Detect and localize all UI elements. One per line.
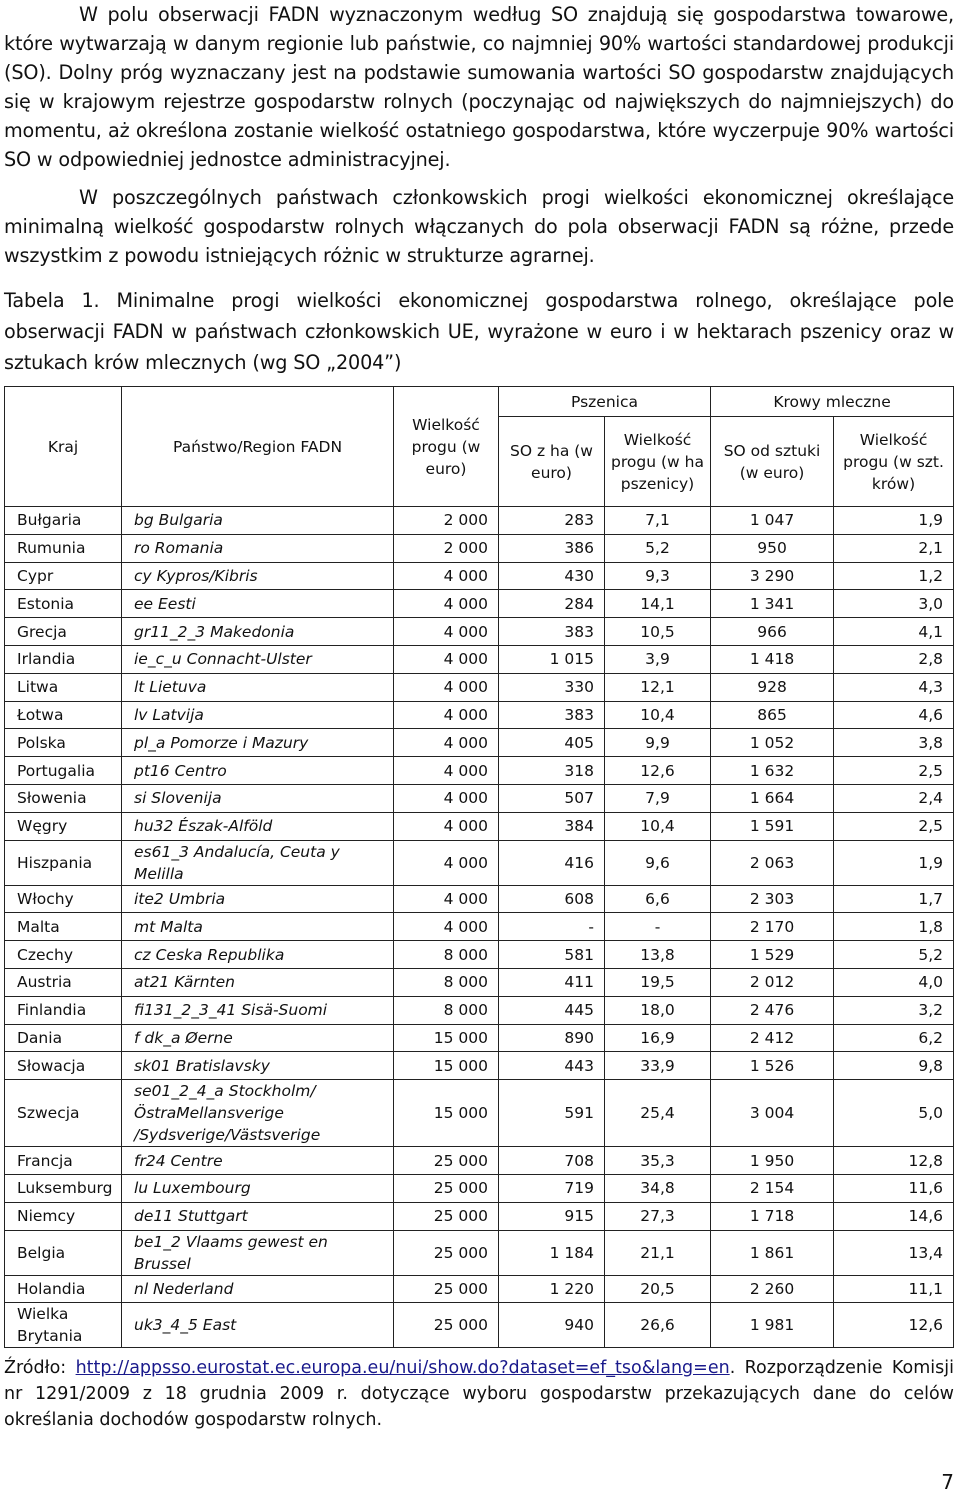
region-cell: pl_a Pomorze i Mazury <box>122 729 394 757</box>
region-cell: sk01 Bratislavsky <box>122 1052 394 1080</box>
wheat-threshold-cell: 10,4 <box>605 701 711 729</box>
cow-threshold-cell: 3,2 <box>834 996 954 1024</box>
wheat-so-cell: 318 <box>499 757 605 785</box>
region-cell: hu32 Észak-Alföld <box>122 812 394 840</box>
table-row <box>5 618 954 646</box>
region-cell: ee Eesti <box>122 590 394 618</box>
threshold-euro-cell: 25 000 <box>394 1230 499 1275</box>
cow-so-cell: 1 529 <box>711 941 834 969</box>
table-row <box>5 562 954 590</box>
threshold-euro-cell: 25 000 <box>394 1147 499 1175</box>
region-cell: se01_2_4_a Stockholm/ ÖstraMellansverige /Sydsverige/Västsverige <box>122 1080 394 1147</box>
country-cell: Litwa <box>5 673 122 701</box>
table-row <box>5 1275 954 1303</box>
wheat-so-cell: 411 <box>499 968 605 996</box>
table-row <box>5 701 954 729</box>
cow-so-cell: 1 950 <box>711 1147 834 1175</box>
country-cell: Luksemburg <box>5 1174 122 1202</box>
table-row <box>5 913 954 941</box>
cow-so-cell: 2 012 <box>711 968 834 996</box>
region-cell: ie_c_u Connacht-Ulster <box>122 645 394 673</box>
region-cell: de11 Stuttgart <box>122 1202 394 1230</box>
country-cell: Szwecja <box>5 1080 122 1147</box>
region-cell: ite2 Umbria <box>122 885 394 913</box>
cow-threshold-cell: 6,2 <box>834 1024 954 1052</box>
threshold-euro-cell: 4 000 <box>394 590 499 618</box>
wheat-so-cell: 581 <box>499 941 605 969</box>
table-body <box>5 507 954 1348</box>
country-cell: Belgia <box>5 1230 122 1275</box>
wheat-threshold-cell: 9,9 <box>605 729 711 757</box>
country-cell: Cypr <box>5 562 122 590</box>
threshold-euro-cell: 2 000 <box>394 534 499 562</box>
cow-so-cell: 2 154 <box>711 1174 834 1202</box>
country-cell: Polska <box>5 729 122 757</box>
source-text: . Rozporządzenie Komisji nr 1291/2009 z 18 grudnia 2009 r. dotyczące wyboru gospodarstw przekazujących dane do celów określania dochodów gospodarstw rolnych. <box>4 1358 954 1430</box>
country-cell: Niemcy <box>5 1202 122 1230</box>
wheat-threshold-cell: 5,2 <box>605 534 711 562</box>
cow-so-cell: 865 <box>711 701 834 729</box>
cow-threshold-cell: 9,8 <box>834 1052 954 1080</box>
table-row <box>5 1202 954 1230</box>
wheat-threshold-cell: 33,9 <box>605 1052 711 1080</box>
country-cell: Estonia <box>5 590 122 618</box>
wheat-so-cell: 1 220 <box>499 1275 605 1303</box>
country-cell: Węgry <box>5 812 122 840</box>
table-row <box>5 1303 954 1348</box>
wheat-threshold-cell: 10,5 <box>605 618 711 646</box>
table-row <box>5 996 954 1024</box>
country-cell: Słowacja <box>5 1052 122 1080</box>
wheat-so-cell: 591 <box>499 1080 605 1147</box>
wheat-threshold-cell: 12,1 <box>605 673 711 701</box>
cow-threshold-cell: 2,4 <box>834 784 954 812</box>
source-label: Źródło: <box>4 1358 67 1378</box>
cow-threshold-cell: 3,8 <box>834 729 954 757</box>
table-row <box>5 507 954 535</box>
country-cell: Hiszpania <box>5 840 122 885</box>
wheat-so-cell: 507 <box>499 784 605 812</box>
cow-so-cell: 1 526 <box>711 1052 834 1080</box>
region-cell: lu Luxembourg <box>122 1174 394 1202</box>
table-row <box>5 968 954 996</box>
region-cell: ro Romania <box>122 534 394 562</box>
cow-so-cell: 3 004 <box>711 1080 834 1147</box>
wheat-so-cell: 386 <box>499 534 605 562</box>
header-pszenica-so: SO z ha (w euro) <box>499 417 605 507</box>
cow-threshold-cell: 1,9 <box>834 507 954 535</box>
cow-so-cell: 2 476 <box>711 996 834 1024</box>
country-cell: Wielka Brytania <box>5 1303 122 1348</box>
region-cell: uk3_4_5 East <box>122 1303 394 1348</box>
intro-paragraph: W polu obserwacji FADN wyznaczonym według SO znajdują się gospodarstwa towarowe, które wytwarzają w danym regionie lub państwie, co najmniej 90% wartości standardowej produkcji (SO). Dolny próg wyznaczany jest na podstawie sumowania wartości SO gospodarstw znajdujących się w krajowym rejestrze gospodarstw rolnych (poczynając od największych do najmniejszych) do momentu, aż określona zostanie wielkość ostatniego gospodarstwa, które wyczerpuje 90% wartości SO w odpowiedniej jednostce administracyjnej. <box>4 3 954 171</box>
table-caption: Tabela 1. Minimalne progi wielkości ekonomicznej gospodarstwa rolnego, określające pole obserwacji FADN w państwach członkowskich UE, wyrażone w euro i w hektarach pszenicy oraz w sztukach krów mlecznych (wg SO „2004”) <box>4 289 954 374</box>
cow-threshold-cell: 5,0 <box>834 1080 954 1147</box>
wheat-so-cell: 416 <box>499 840 605 885</box>
wheat-so-cell: 445 <box>499 996 605 1024</box>
threshold-euro-cell: 4 000 <box>394 757 499 785</box>
wheat-threshold-cell: - <box>605 913 711 941</box>
country-cell: Portugalia <box>5 757 122 785</box>
region-cell: cz Ceska Republika <box>122 941 394 969</box>
wheat-threshold-cell: 26,6 <box>605 1303 711 1348</box>
threshold-euro-cell: 4 000 <box>394 840 499 885</box>
wheat-so-cell: 330 <box>499 673 605 701</box>
cow-so-cell: 2 063 <box>711 840 834 885</box>
table-row <box>5 1052 954 1080</box>
cow-threshold-cell: 1,2 <box>834 562 954 590</box>
region-cell: at21 Kärnten <box>122 968 394 996</box>
cow-threshold-cell: 12,8 <box>834 1147 954 1175</box>
cow-so-cell: 2 170 <box>711 913 834 941</box>
threshold-euro-cell: 15 000 <box>394 1024 499 1052</box>
country-cell: Czechy <box>5 941 122 969</box>
country-cell: Włochy <box>5 885 122 913</box>
wheat-threshold-cell: 35,3 <box>605 1147 711 1175</box>
cow-so-cell: 1 341 <box>711 590 834 618</box>
cow-threshold-cell: 4,6 <box>834 701 954 729</box>
threshold-euro-cell: 4 000 <box>394 812 499 840</box>
region-cell: gr11_2_3 Makedonia <box>122 618 394 646</box>
country-cell: Holandia <box>5 1275 122 1303</box>
country-cell: Słowenia <box>5 784 122 812</box>
wheat-so-cell: 383 <box>499 618 605 646</box>
wheat-threshold-cell: 10,4 <box>605 812 711 840</box>
wheat-so-cell: 383 <box>499 701 605 729</box>
source-note <box>4 1355 954 1433</box>
table-row <box>5 757 954 785</box>
region-cell: be1_2 Vlaams gewest en Brussel <box>122 1230 394 1275</box>
wheat-so-cell: 430 <box>499 562 605 590</box>
threshold-euro-cell: 4 000 <box>394 673 499 701</box>
header-prog: Wielkość progu (w euro) <box>394 387 499 507</box>
wheat-so-cell: 915 <box>499 1202 605 1230</box>
wheat-so-cell: 284 <box>499 590 605 618</box>
country-cell: Łotwa <box>5 701 122 729</box>
table-row <box>5 590 954 618</box>
table-row <box>5 673 954 701</box>
country-cell: Francja <box>5 1147 122 1175</box>
wheat-threshold-cell: 27,3 <box>605 1202 711 1230</box>
wheat-threshold-cell: 18,0 <box>605 996 711 1024</box>
region-cell: nl Nederland <box>122 1275 394 1303</box>
wheat-so-cell: 608 <box>499 885 605 913</box>
country-cell: Malta <box>5 913 122 941</box>
wheat-threshold-cell: 19,5 <box>605 968 711 996</box>
threshold-euro-cell: 25 000 <box>394 1202 499 1230</box>
table-row <box>5 1174 954 1202</box>
wheat-so-cell: 405 <box>499 729 605 757</box>
region-cell: pt16 Centro <box>122 757 394 785</box>
wheat-threshold-cell: 25,4 <box>605 1080 711 1147</box>
cow-so-cell: 2 303 <box>711 885 834 913</box>
cow-so-cell: 1 632 <box>711 757 834 785</box>
wheat-threshold-cell: 14,1 <box>605 590 711 618</box>
threshold-euro-cell: 4 000 <box>394 913 499 941</box>
wheat-threshold-cell: 13,8 <box>605 941 711 969</box>
header-pszenica-prog: Wielkość progu (w ha pszenicy) <box>605 417 711 507</box>
wheat-so-cell: 940 <box>499 1303 605 1348</box>
threshold-euro-cell: 25 000 <box>394 1303 499 1348</box>
cow-threshold-cell: 3,0 <box>834 590 954 618</box>
wheat-so-cell: 890 <box>499 1024 605 1052</box>
threshold-euro-cell: 4 000 <box>394 645 499 673</box>
threshold-euro-cell: 8 000 <box>394 996 499 1024</box>
cow-threshold-cell: 5,2 <box>834 941 954 969</box>
wheat-threshold-cell: 3,9 <box>605 645 711 673</box>
cow-so-cell: 1 418 <box>711 645 834 673</box>
threshold-euro-cell: 4 000 <box>394 729 499 757</box>
cow-threshold-cell: 1,7 <box>834 885 954 913</box>
cow-so-cell: 2 412 <box>711 1024 834 1052</box>
wheat-so-cell: 719 <box>499 1174 605 1202</box>
wheat-so-cell: 384 <box>499 812 605 840</box>
country-cell: Bułgaria <box>5 507 122 535</box>
table-row <box>5 784 954 812</box>
wheat-so-cell: 443 <box>499 1052 605 1080</box>
country-cell: Finlandia <box>5 996 122 1024</box>
cow-so-cell: 1 981 <box>711 1303 834 1348</box>
cow-threshold-cell: 11,6 <box>834 1174 954 1202</box>
cow-so-cell: 1 718 <box>711 1202 834 1230</box>
cow-so-cell: 1 861 <box>711 1230 834 1275</box>
table-row <box>5 1230 954 1275</box>
table-row <box>5 941 954 969</box>
cow-threshold-cell: 2,1 <box>834 534 954 562</box>
region-cell: fi131_2_3_41 Sisä-Suomi <box>122 996 394 1024</box>
threshold-euro-cell: 4 000 <box>394 618 499 646</box>
wheat-threshold-cell: 12,6 <box>605 757 711 785</box>
table-row <box>5 1147 954 1175</box>
wheat-so-cell: - <box>499 913 605 941</box>
threshold-euro-cell: 4 000 <box>394 701 499 729</box>
region-cell: f dk_a Øerne <box>122 1024 394 1052</box>
page-number: 7 <box>941 1470 954 1494</box>
wheat-threshold-cell: 21,1 <box>605 1230 711 1275</box>
cow-threshold-cell: 12,6 <box>834 1303 954 1348</box>
country-cell: Irlandia <box>5 645 122 673</box>
cow-threshold-cell: 2,5 <box>834 757 954 785</box>
region-cell: fr24 Centre <box>122 1147 394 1175</box>
country-cell: Grecja <box>5 618 122 646</box>
cow-so-cell: 2 260 <box>711 1275 834 1303</box>
threshold-euro-cell: 25 000 <box>394 1174 499 1202</box>
table-row <box>5 645 954 673</box>
table-row <box>5 534 954 562</box>
region-cell: bg Bulgaria <box>122 507 394 535</box>
header-region: Państwo/Region FADN <box>122 387 394 507</box>
threshold-euro-cell: 4 000 <box>394 562 499 590</box>
header-krowy-so: SO od sztuki (w euro) <box>711 417 834 507</box>
second-paragraph: W poszczególnych państwach członkowskich progi wielkości ekonomicznej określające minimalną wielkość gospodarstw rolnych włączanych do pola obserwacji FADN są różne, przede wszystkim z powodu istniejących różnic w strukturze agrarnej. <box>4 186 954 267</box>
table-row <box>5 812 954 840</box>
wheat-threshold-cell: 9,3 <box>605 562 711 590</box>
threshold-table <box>4 386 954 1348</box>
wheat-threshold-cell: 16,9 <box>605 1024 711 1052</box>
cow-so-cell: 928 <box>711 673 834 701</box>
header-kraj: Kraj <box>5 387 122 507</box>
wheat-so-cell: 1 015 <box>499 645 605 673</box>
wheat-so-cell: 708 <box>499 1147 605 1175</box>
table-row <box>5 1024 954 1052</box>
country-cell: Dania <box>5 1024 122 1052</box>
threshold-euro-cell: 15 000 <box>394 1080 499 1147</box>
region-cell: cy Kypros/Kibris <box>122 562 394 590</box>
region-cell: lv Latvija <box>122 701 394 729</box>
cow-so-cell: 950 <box>711 534 834 562</box>
cow-so-cell: 3 290 <box>711 562 834 590</box>
country-cell: Rumunia <box>5 534 122 562</box>
table-row <box>5 1080 954 1147</box>
wheat-threshold-cell: 6,6 <box>605 885 711 913</box>
cow-threshold-cell: 4,3 <box>834 673 954 701</box>
wheat-threshold-cell: 9,6 <box>605 840 711 885</box>
threshold-euro-cell: 4 000 <box>394 784 499 812</box>
cow-threshold-cell: 14,6 <box>834 1202 954 1230</box>
cow-so-cell: 1 591 <box>711 812 834 840</box>
cow-threshold-cell: 11,1 <box>834 1275 954 1303</box>
region-cell: lt Lietuva <box>122 673 394 701</box>
region-cell: mt Malta <box>122 913 394 941</box>
cow-threshold-cell: 4,0 <box>834 968 954 996</box>
source-link[interactable]: http://appsso.eurostat.ec.europa.eu/nui/show.do?dataset=ef_tso&lang=en <box>75 1358 730 1378</box>
cow-threshold-cell: 13,4 <box>834 1230 954 1275</box>
cow-so-cell: 966 <box>711 618 834 646</box>
cow-so-cell: 1 052 <box>711 729 834 757</box>
wheat-threshold-cell: 7,1 <box>605 507 711 535</box>
wheat-threshold-cell: 20,5 <box>605 1275 711 1303</box>
header-krowy-prog: Wielkość progu (w szt. krów) <box>834 417 954 507</box>
threshold-euro-cell: 4 000 <box>394 885 499 913</box>
cow-threshold-cell: 1,8 <box>834 913 954 941</box>
table-row <box>5 840 954 885</box>
region-cell: es61_3 Andalucía, Ceuta y Melilla <box>122 840 394 885</box>
cow-threshold-cell: 1,9 <box>834 840 954 885</box>
cow-threshold-cell: 4,1 <box>834 618 954 646</box>
table-row <box>5 729 954 757</box>
threshold-euro-cell: 8 000 <box>394 968 499 996</box>
cow-threshold-cell: 2,5 <box>834 812 954 840</box>
wheat-threshold-cell: 34,8 <box>605 1174 711 1202</box>
wheat-so-cell: 283 <box>499 507 605 535</box>
cow-so-cell: 1 047 <box>711 507 834 535</box>
threshold-euro-cell: 25 000 <box>394 1275 499 1303</box>
threshold-euro-cell: 15 000 <box>394 1052 499 1080</box>
cow-so-cell: 1 664 <box>711 784 834 812</box>
threshold-euro-cell: 8 000 <box>394 941 499 969</box>
wheat-threshold-cell: 7,9 <box>605 784 711 812</box>
header-krowy: Krowy mleczne <box>711 387 954 417</box>
country-cell: Austria <box>5 968 122 996</box>
region-cell: si Slovenija <box>122 784 394 812</box>
table-row <box>5 885 954 913</box>
cow-threshold-cell: 2,8 <box>834 645 954 673</box>
threshold-euro-cell: 2 000 <box>394 507 499 535</box>
header-pszenica: Pszenica <box>499 387 711 417</box>
wheat-so-cell: 1 184 <box>499 1230 605 1275</box>
